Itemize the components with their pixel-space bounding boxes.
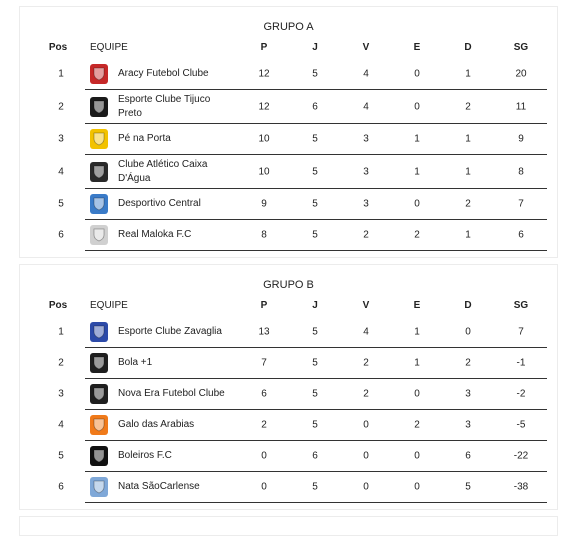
header-d: D [464, 42, 472, 53]
header-pos: Pos [48, 42, 68, 53]
points-cell: 13 [258, 326, 270, 338]
draws-cell: 1 [414, 166, 420, 177]
losses-cell: 1 [465, 68, 471, 80]
group-a-rows [20, 59, 557, 251]
points-cell: 2 [261, 419, 267, 431]
wins-cell: 2 [363, 357, 369, 369]
team-name[interactable]: Nova Era Futebol Clube [118, 388, 225, 399]
games-cell: 5 [312, 419, 318, 431]
wins-cell: 0 [363, 450, 369, 462]
points-cell: 10 [258, 166, 270, 177]
goal-diff-cell: 7 [518, 326, 524, 338]
position-cell: 5 [58, 450, 64, 462]
goal-diff-cell: 11 [515, 101, 527, 112]
table-row[interactable] [58, 410, 547, 441]
table-row[interactable] [58, 317, 547, 348]
wins-cell: 4 [363, 326, 369, 338]
goal-diff-cell: -5 [516, 419, 526, 431]
position-cell: 3 [58, 133, 64, 145]
position-cell: 2 [58, 357, 64, 369]
draws-cell: 0 [414, 68, 420, 80]
black-gold-shield-icon [90, 384, 108, 404]
table-row[interactable] [58, 155, 547, 189]
position-cell: 1 [58, 326, 64, 338]
eagle-crest-icon [90, 477, 108, 497]
header-equipe: EQUIPE [90, 42, 128, 53]
position-cell: 2 [58, 101, 64, 112]
team-name[interactable]: Esporte Clube Zavaglia [118, 326, 222, 337]
blue-gold-crest-icon [90, 194, 108, 214]
position-cell: 6 [58, 229, 64, 241]
games-cell: 5 [312, 388, 318, 400]
draws-cell: 2 [414, 229, 420, 241]
goal-diff-cell: 6 [518, 229, 524, 241]
wins-cell: 0 [363, 419, 369, 431]
group-title: GRUPO A [263, 21, 314, 33]
table-row[interactable] [58, 441, 547, 472]
black-shield-crest-icon [90, 97, 108, 117]
games-cell: 5 [312, 198, 318, 210]
games-cell: 5 [312, 166, 318, 177]
table-row[interactable] [58, 59, 547, 90]
points-cell: 6 [261, 388, 267, 400]
games-cell: 5 [312, 357, 318, 369]
wins-cell: 2 [363, 229, 369, 241]
header-pos: Pos [48, 300, 68, 311]
team-name[interactable]: Esporte Clube Tijuco Preto [118, 93, 211, 119]
table-header [20, 300, 557, 312]
draws-cell: 0 [414, 450, 420, 462]
points-cell: 8 [261, 229, 267, 241]
points-cell: 7 [261, 357, 267, 369]
header-j: J [312, 300, 318, 311]
table-row[interactable] [58, 220, 547, 251]
goal-diff-cell: 20 [515, 68, 527, 80]
draws-cell: 2 [414, 419, 420, 431]
games-cell: 5 [312, 68, 318, 80]
losses-cell: 2 [465, 198, 471, 210]
table-row[interactable] [58, 379, 547, 410]
wins-cell: 0 [363, 481, 369, 493]
points-cell: 12 [258, 101, 270, 112]
table-row[interactable] [58, 124, 547, 155]
losses-cell: 2 [465, 357, 471, 369]
games-cell: 5 [312, 481, 318, 493]
games-cell: 6 [312, 101, 318, 112]
header-d: D [464, 300, 472, 311]
yellow-crest-icon [90, 129, 108, 149]
team-name[interactable]: Galo das Arabias [118, 419, 195, 430]
wins-cell: 2 [363, 388, 369, 400]
header-sg: SG [513, 300, 529, 311]
team-name[interactable]: Clube Atlético Caixa D'Água [118, 158, 208, 184]
points-cell: 0 [261, 450, 267, 462]
goal-diff-cell: -38 [513, 481, 529, 493]
games-cell: 6 [312, 450, 318, 462]
table-row[interactable] [58, 472, 547, 503]
header-sg: SG [513, 42, 529, 53]
draws-cell: 0 [414, 198, 420, 210]
header-e: E [413, 300, 421, 311]
position-cell: 6 [58, 481, 64, 493]
draws-cell: 1 [414, 357, 420, 369]
goal-diff-cell: -1 [516, 357, 526, 369]
draws-cell: 0 [414, 481, 420, 493]
team-name[interactable]: Nata SãoCarlense [118, 481, 200, 492]
team-name[interactable]: Aracy Futebol Clube [118, 68, 209, 79]
goal-diff-cell: 7 [518, 198, 524, 210]
white-crest-icon [90, 225, 108, 245]
points-cell: 0 [261, 481, 267, 493]
points-cell: 10 [258, 133, 270, 145]
goal-diff-cell: 8 [518, 166, 524, 177]
draws-cell: 0 [414, 101, 420, 112]
wins-cell: 3 [363, 133, 369, 145]
position-cell: 4 [58, 419, 64, 431]
group-b-card [19, 264, 558, 510]
games-cell: 5 [312, 326, 318, 338]
table-row[interactable] [58, 90, 547, 124]
draws-cell: 1 [414, 326, 420, 338]
team-name[interactable]: Pé na Porta [118, 133, 171, 144]
points-cell: 12 [258, 68, 270, 80]
team-name[interactable]: Boleiros F.C [118, 450, 172, 461]
wins-cell: 3 [363, 198, 369, 210]
losses-cell: 1 [465, 166, 471, 177]
orange-rooster-icon [90, 415, 108, 435]
losses-cell: 6 [465, 450, 471, 462]
header-p: P [260, 300, 268, 311]
position-cell: 3 [58, 388, 64, 400]
table-row[interactable] [58, 189, 547, 220]
goal-diff-cell: 9 [518, 133, 524, 145]
red-dragon-crest-icon [90, 64, 108, 84]
games-cell: 5 [312, 229, 318, 241]
position-cell: 4 [58, 166, 64, 177]
group-b-rows [20, 317, 557, 503]
header-p: P [260, 42, 268, 53]
losses-cell: 2 [465, 101, 471, 112]
position-cell: 1 [58, 68, 64, 80]
header-v: V [362, 300, 370, 311]
losses-cell: 1 [465, 133, 471, 145]
black-crest-icon [90, 446, 108, 466]
wins-cell: 4 [363, 101, 369, 112]
next-group-card [19, 516, 558, 536]
losses-cell: 5 [465, 481, 471, 493]
header-j: J [312, 42, 318, 53]
losses-cell: 3 [465, 419, 471, 431]
losses-cell: 1 [465, 229, 471, 241]
position-cell: 5 [58, 198, 64, 210]
team-name[interactable]: Real Maloka F.C [118, 229, 192, 240]
points-cell: 9 [261, 198, 267, 210]
games-cell: 5 [312, 133, 318, 145]
losses-cell: 3 [465, 388, 471, 400]
blue-crest-icon [90, 322, 108, 342]
draws-cell: 1 [414, 133, 420, 145]
table-header [20, 42, 557, 54]
header-v: V [362, 42, 370, 53]
losses-cell: 0 [465, 326, 471, 338]
header-equipe: EQUIPE [90, 300, 128, 311]
draws-cell: 0 [414, 388, 420, 400]
black-red-crest-icon [90, 162, 108, 182]
goal-diff-cell: -22 [513, 450, 529, 462]
black-gold-crest-icon [90, 353, 108, 373]
group-title: GRUPO B [263, 279, 314, 291]
wins-cell: 3 [363, 166, 369, 177]
header-e: E [413, 42, 421, 53]
table-row[interactable] [58, 348, 547, 379]
team-name[interactable]: Desportivo Central [118, 198, 201, 209]
group-a-card [19, 6, 558, 258]
wins-cell: 4 [363, 68, 369, 80]
goal-diff-cell: -2 [516, 388, 526, 400]
team-name[interactable]: Bola +1 [118, 357, 153, 368]
